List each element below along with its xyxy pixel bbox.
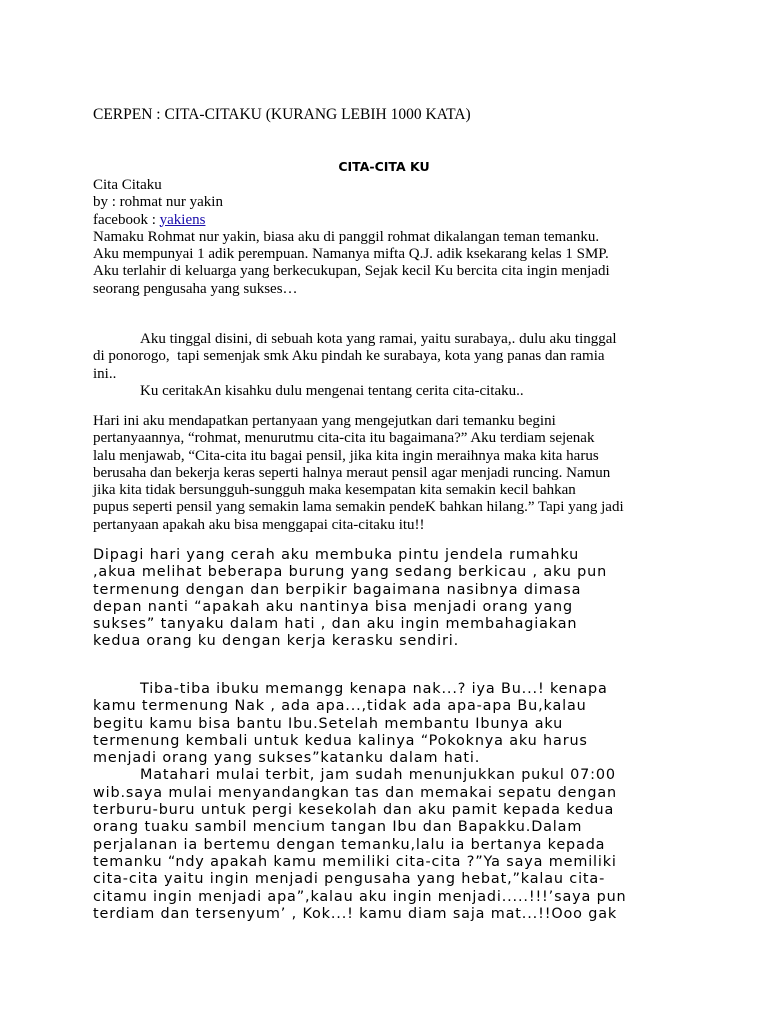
paragraph-line: ini.. [93,365,117,382]
paragraph-line: Aku tinggal disini, di sebuah kota yang ramai, yaitu surabaya,. dulu aku tinggal [140,331,617,347]
story-title: CITA-CITA KU [338,159,430,174]
paragraph-line: sukses” tanyaku dalam hati , dan aku ingin membahagiakan [93,616,578,633]
paragraph-line: orang tuaku sambil mencium tangan Ibu dan Bapakku.Dalam [93,819,583,836]
paragraph-line: berusaha dan bekerja keras seperti halnya meraut pensil agar menjadi runcing. Namun [93,464,611,481]
intro-line: Aku terlahir di keluarga yang berkecukupan, Sejak kecil Ku bercita cita ingin menjadi [93,263,610,280]
paragraph-line: depan nanti “apakah aku nantinya bisa menjadi orang yang [93,598,573,615]
subtitle: Cita Citaku [93,177,162,193]
paragraph-line: Ku ceritakAn kisahku dulu mengenai tentang cerita cita-citaku.. [140,382,524,399]
facebook-line [93,212,683,229]
intro-line: Aku mempunyai 1 adik perempuan. Namanya mifta Q.J. adik ksekarang kelas 1 SMP. [93,246,609,263]
paragraph-line: kedua orang ku dengan kerja kerasku sendiri. [93,633,460,650]
paragraph-line: termenung dengan dan berpikir bagaimana nasibnya dimasa [93,581,582,598]
paragraph-line: Tiba-tiba ibuku memangg kenapa nak...? iya Bu...! kenapa [140,681,608,697]
facebook-label: facebook : [93,211,160,228]
paragraph-line: jika kita tidak bersungguh-sungguh maka kesempatan kita semakin kecil bahkan [93,482,576,499]
paragraph-line: Matahari mulai terbit, jam sudah menunjukkan pukul 07:00 [140,767,616,784]
paragraph-line: Hari ini aku mendapatkan pertanyaan yang mengejutkan dari temanku begini [93,413,556,429]
paragraph-line: di ponorogo, tapi semenjak smk Aku pindah ke surabaya, kota yang panas dan ramia [93,348,605,365]
paragraph-line: temanku “ndy apakah kamu memiliki cita-cita ?”Ya saya memiliki [93,853,617,870]
paragraph-line: termenung kembali untuk kedua kalinya “Pokoknya aku harus [93,732,588,749]
paragraph-line: citamu ingin menjadi apa”,kalau aku ingin menjadi.....!!!’saya pun [93,888,627,905]
intro-line: Namaku Rohmat nur yakin, biasa aku di panggil rohmat dikalangan teman temanku. [93,228,600,245]
facebook-link[interactable]: yakiens [159,211,206,228]
byline-block [93,177,683,298]
paragraph-3 [93,413,683,534]
paragraph-line: terburu-buru untuk pergi kesekolah dan aku pamit kepada kedua [93,802,615,819]
paragraph-line: terdiam dan tersenyum’ , Kok...! kamu diam saja mat...!!Ooo gak [93,905,618,922]
paragraph-line: perjalanan ia bertemu dengan temanku,lalu ia bertanya kepada [93,836,606,853]
paragraph-5 [93,681,683,923]
author-line: by : rohmat nur yakin [93,194,223,211]
paragraph-line: pupus seperti pensil yang semakin lama semakin pendeK bahkan hilang.” Tapi yang jadi [93,499,624,516]
paragraph-line: cita-cita yaitu ingin menjadi pengusaha yang hebat,”kalau cita- [93,871,606,888]
intro-line: seorang pengusaha yang sukses… [93,280,298,297]
paragraph-line: pertanyaan apakah aku bisa menggapai cita-citaku itu!! [93,516,425,533]
paragraph-line: begitu kamu bisa bantu Ibu.Setelah membantu Ibunya aku [93,715,564,732]
paragraph-line: Dipagi hari yang cerah aku membuka pintu jendela rumahku [93,547,580,563]
paragraph-line: wib.saya mulai menyandangkan tas dan memakai sepatu dengan [93,784,617,801]
paragraph-line: lalu menjawab, “Cita-cita itu bagai pensil, jika kita ingin meraihnya maka kita harus [93,447,599,464]
paragraph-2 [93,331,683,400]
paragraph-line: ,akua melihat beberapa burung yang sedang berkicau , aku pun [93,564,608,581]
paragraph-line: pertanyaannya, “rohmat, menurutmu cita-cita itu bagaimana?” Aku terdiam sejenak [93,430,595,447]
paragraph-line: menjadi orang yang sukses”katanku dalam hati. [93,750,481,767]
document-heading: CERPEN : CITA-CITAKU (KURANG LEBIH 1000 KATA) [93,106,471,123]
paragraph-line: kamu termenung Nak , ada apa...,tidak ada apa-apa Bu,kalau [93,698,587,715]
paragraph-4 [93,547,683,651]
